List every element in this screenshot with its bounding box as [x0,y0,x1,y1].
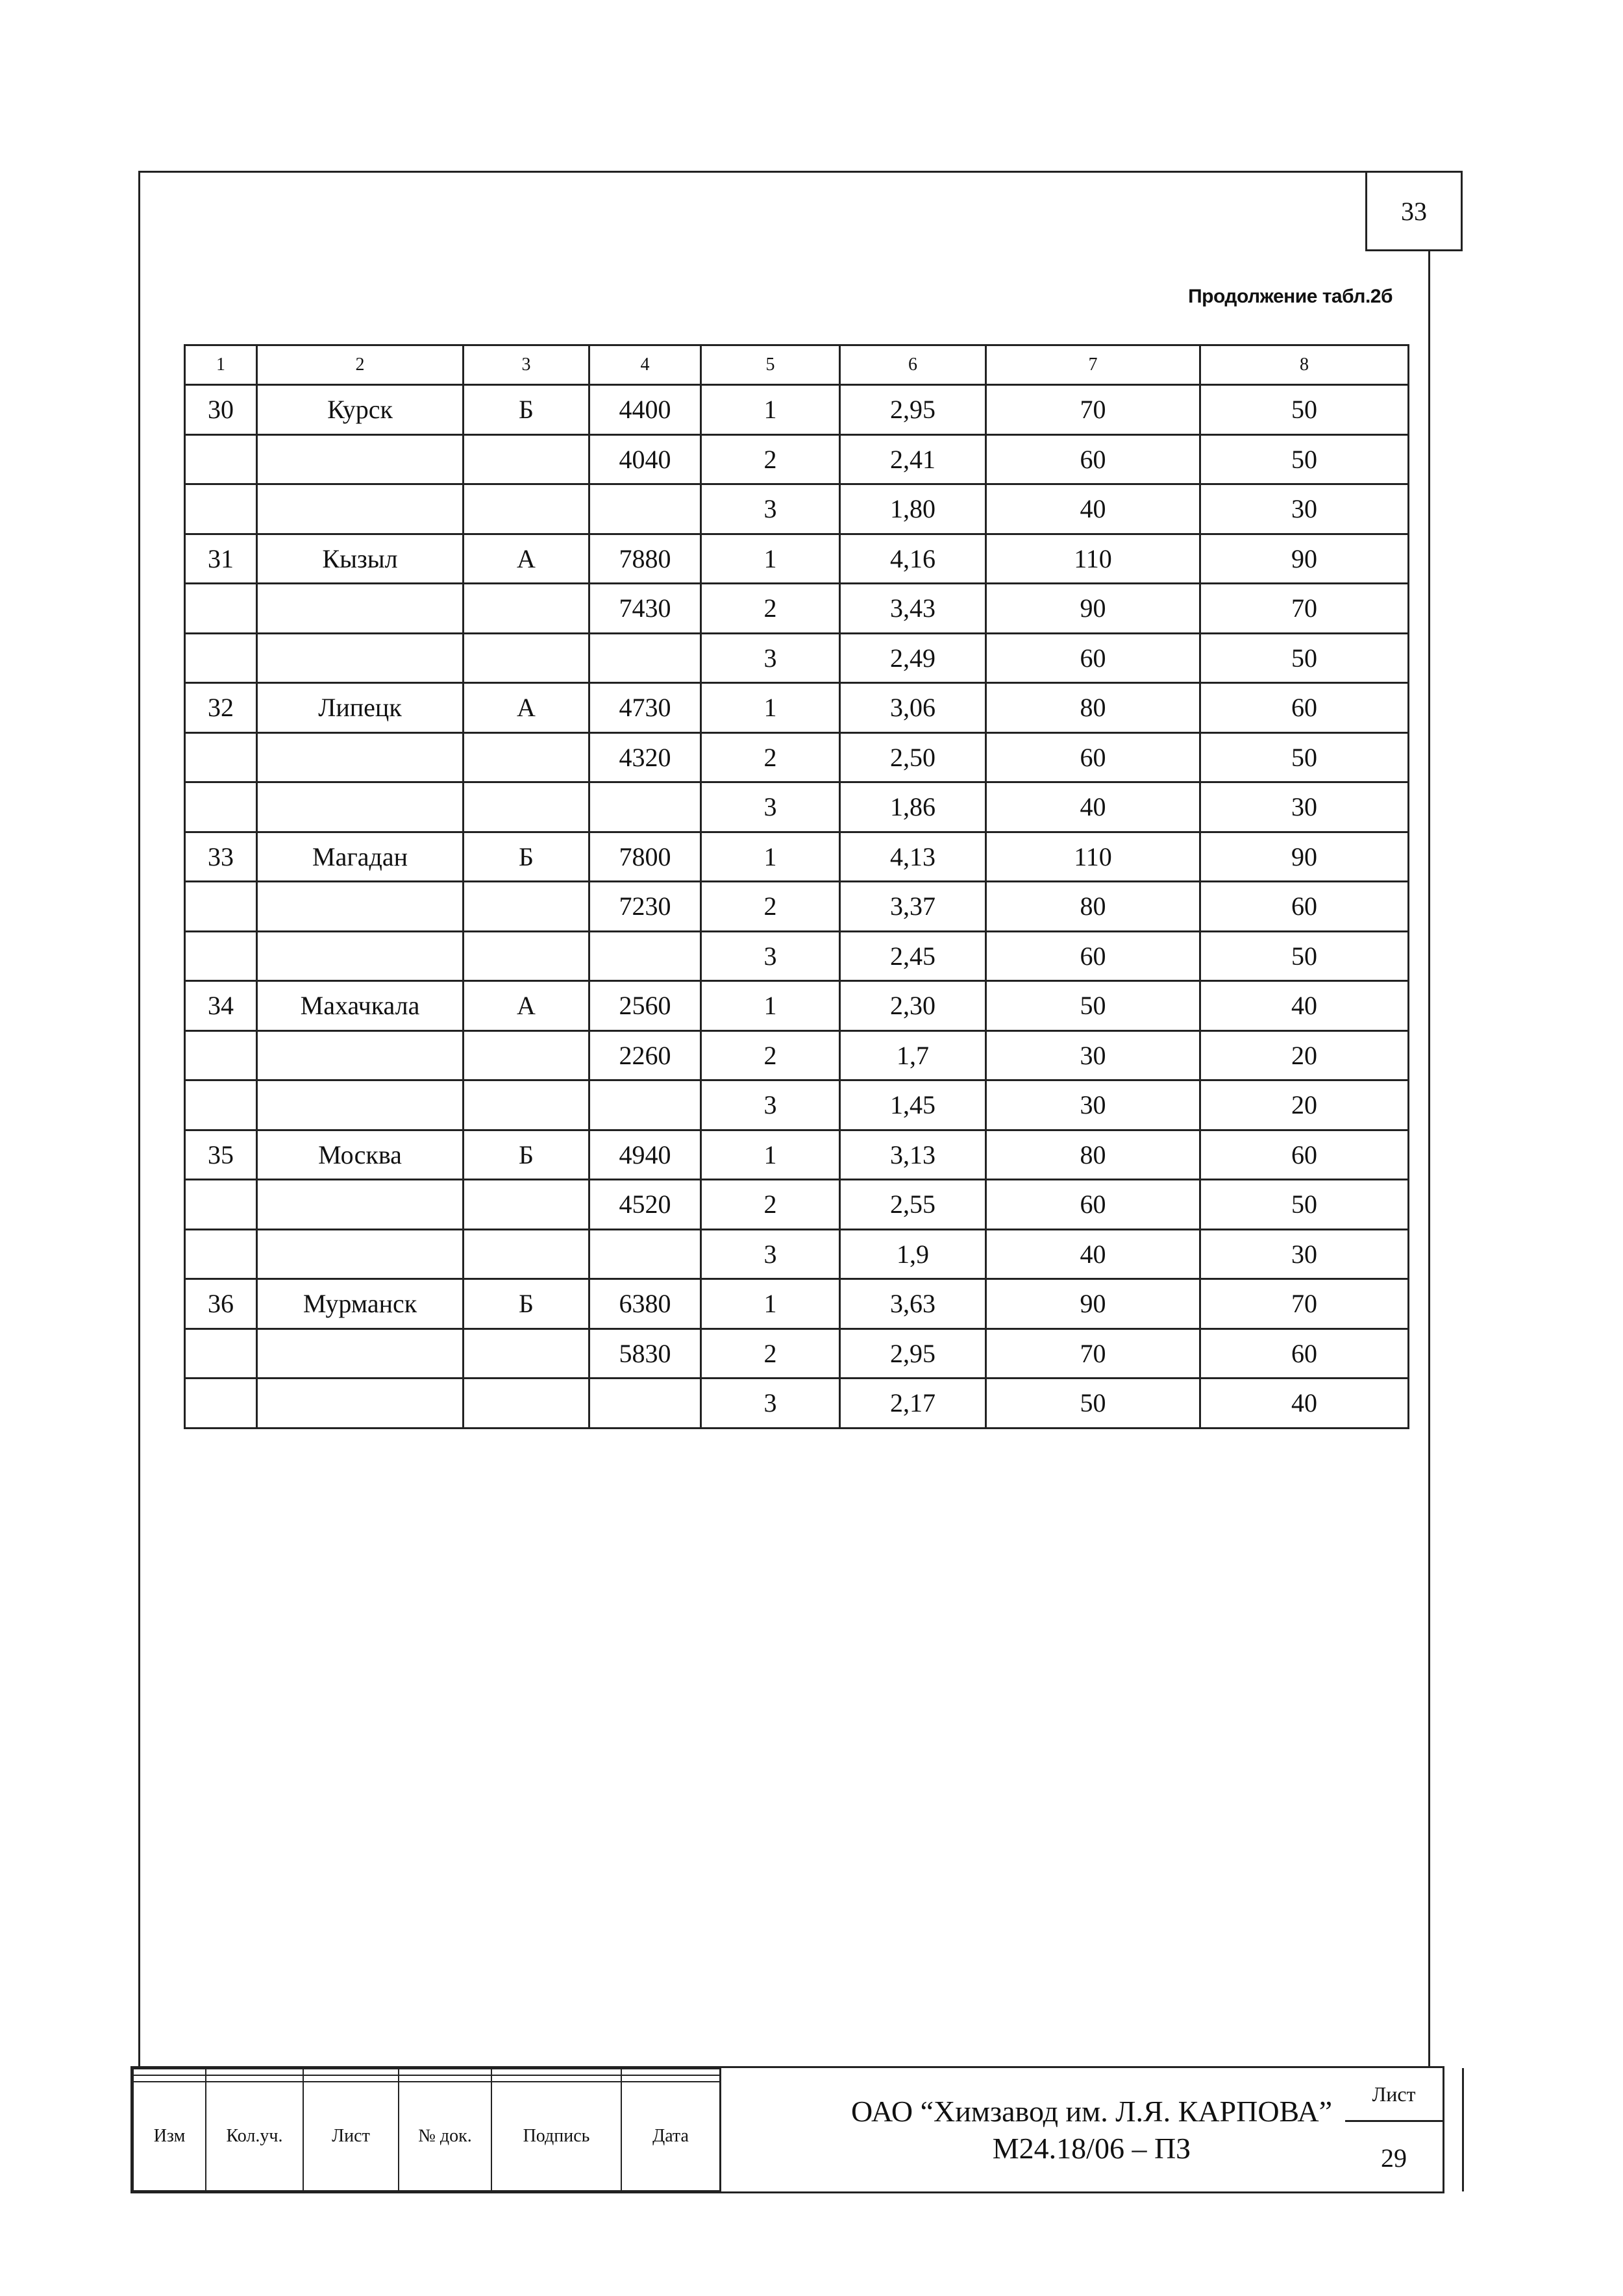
table-cell: 3 [701,1080,840,1130]
table-row [185,1030,1409,1080]
table-cell [185,1180,257,1230]
table-header-row [185,345,1409,385]
table-cell: 1,9 [840,1229,986,1279]
table-cell: 3,06 [840,683,986,733]
label-izm: Изм [133,2082,206,2191]
table-cell: 5830 [589,1329,701,1379]
table-cell: 2,45 [840,931,986,981]
table-row [185,584,1409,634]
table-cell: Б [464,1279,589,1329]
column-number: 2 [257,345,464,385]
table-cell: Б [464,832,589,882]
page-number: 33 [1401,196,1427,226]
table-cell: 110 [986,534,1200,584]
table-row [185,633,1409,683]
table-cell [185,1379,257,1429]
table-cell [464,882,589,932]
table-cell: 70 [986,1329,1200,1379]
table-cell: 2 [701,1030,840,1080]
table-cell: 60 [986,931,1200,981]
table-row [185,1329,1409,1379]
table-row [185,882,1409,932]
table-cell: 2 [701,1329,840,1379]
table-cell [257,1379,464,1429]
table-cell: 3 [701,484,840,534]
table-cell: 2,50 [840,732,986,782]
table-cell: 34 [185,981,257,1031]
table-row [185,1130,1409,1180]
table-cell [257,732,464,782]
table-cell: 1,45 [840,1080,986,1130]
table-cell: 3,63 [840,1279,986,1329]
table-cell [589,1229,701,1279]
table-cell: 80 [986,882,1200,932]
table-cell: 4,13 [840,832,986,882]
table-row [185,1279,1409,1329]
table-cell: 30 [986,1080,1200,1130]
label-date: Дата [621,2082,720,2191]
table-cell: 4730 [589,683,701,733]
table-cell: 1 [701,534,840,584]
page-number-box [1365,171,1463,251]
table-cell: 2 [701,1180,840,1230]
table-row [185,434,1409,484]
table-cell: 3 [701,1229,840,1279]
table-row [185,732,1409,782]
table-cell: 1 [701,1130,840,1180]
table-cell: А [464,683,589,733]
table-cell: 7430 [589,584,701,634]
table-cell: 3,43 [840,584,986,634]
table-cell: 60 [1200,1130,1409,1180]
table-cell [185,484,257,534]
table-cell: 60 [986,1180,1200,1230]
table-cell: 40 [1200,1379,1409,1429]
table-cell: 50 [986,1379,1200,1429]
table-cell: 4040 [589,434,701,484]
table-cell: Б [464,385,589,435]
table-cell: 2,55 [840,1180,986,1230]
label-doc-number: № док. [399,2082,491,2191]
label-signature: Подпись [491,2082,621,2191]
table-cell: 7230 [589,882,701,932]
table-cell: 50 [1200,1180,1409,1230]
signature-grid [132,2068,721,2191]
table-row [185,683,1409,733]
table-cell: 70 [986,385,1200,435]
table-cell: 3,13 [840,1130,986,1180]
sheet-box [1345,2068,1443,2191]
table-cell [589,633,701,683]
table-cell: 50 [1200,385,1409,435]
table-cell: 50 [1200,732,1409,782]
table-cell: 3,37 [840,882,986,932]
table-cell: 50 [1200,434,1409,484]
table-cell: 2,30 [840,981,986,1031]
table-cell [257,1229,464,1279]
table-cell: 40 [986,782,1200,832]
table-cell: 80 [986,683,1200,733]
table-cell: 7880 [589,534,701,584]
table-cell: 60 [986,633,1200,683]
table-cell [185,1030,257,1080]
table-cell: 30 [986,1030,1200,1080]
table-cell: 36 [185,1279,257,1329]
column-number: 3 [464,345,589,385]
table-cell [589,1080,701,1130]
table-cell: 2,95 [840,1329,986,1379]
table-cell [185,1329,257,1379]
table-row [185,782,1409,832]
table-cell: 60 [986,732,1200,782]
table-cell: 30 [185,385,257,435]
table-cell [464,1379,589,1429]
table-cell: 1 [701,683,840,733]
table-cell: 1 [701,1279,840,1329]
table-cell [257,1180,464,1230]
table-row [185,1379,1409,1429]
table-cell [257,882,464,932]
table-cell: 20 [1200,1030,1409,1080]
table-cell [464,1180,589,1230]
table-cell [464,782,589,832]
table-cell: 4520 [589,1180,701,1230]
table-cell: 2,17 [840,1379,986,1429]
table-cell: 40 [986,484,1200,534]
table-cell: 2260 [589,1030,701,1080]
table-cell [257,484,464,534]
table-cell: 35 [185,1130,257,1180]
table-cell [464,1329,589,1379]
table-row [185,1229,1409,1279]
table-cell: 6380 [589,1279,701,1329]
table-cell [185,882,257,932]
table-cell [185,782,257,832]
table-cell: А [464,534,589,584]
table-cell [464,633,589,683]
table-cell: А [464,981,589,1031]
table-cell: 31 [185,534,257,584]
table-cell: 1 [701,832,840,882]
table-cell [185,732,257,782]
table-cell: 90 [1200,832,1409,882]
table-cell: 50 [986,981,1200,1031]
table-row [185,931,1409,981]
table-cell: 2560 [589,981,701,1031]
table-cell: 32 [185,683,257,733]
table-row [185,484,1409,534]
table-cell: 1 [701,981,840,1031]
table-cell: 60 [1200,683,1409,733]
table-cell: 1,86 [840,782,986,832]
organization-name: ОАО “Химзавод им. Л.Я. КАРПОВА” [851,2094,1332,2128]
table-cell [464,931,589,981]
table-cell [464,1229,589,1279]
sheet-label: Лист [1345,2068,1443,2122]
table-cell: 30 [1200,782,1409,832]
table-row [185,1180,1409,1230]
table-cell [257,782,464,832]
table-cell: 2 [701,434,840,484]
table-cell: 2 [701,584,840,634]
label-kol-uch: Кол.уч. [206,2082,303,2191]
table-cell: 90 [1200,534,1409,584]
table-cell: 2 [701,732,840,782]
table-cell: 2,49 [840,633,986,683]
table-row [185,385,1409,435]
table-cell: 33 [185,832,257,882]
table-cell: 3 [701,1379,840,1429]
table-cell: Липецк [257,683,464,733]
table-cell: 3 [701,931,840,981]
table-cell: Магадан [257,832,464,882]
column-number: 4 [589,345,701,385]
table-cell [464,1080,589,1130]
table-cell [185,633,257,683]
table-cell [185,434,257,484]
table-row [185,981,1409,1031]
table-cell [464,584,589,634]
table-cell: 2,95 [840,385,986,435]
table-cell: 4400 [589,385,701,435]
table-cell: 2,41 [840,434,986,484]
table-cell [257,1329,464,1379]
table-cell [589,484,701,534]
title-block [130,2066,1444,2193]
table-cell: 50 [1200,931,1409,981]
document-code: М24.18/06 – ПЗ [992,2132,1191,2165]
table-cell: 4940 [589,1130,701,1180]
table-cell: Мурманск [257,1279,464,1329]
table-cell [464,1030,589,1080]
table-cell: 50 [1200,633,1409,683]
table-cell [589,782,701,832]
table-cell [257,633,464,683]
table-cell [257,1080,464,1130]
table-cell: 40 [1200,981,1409,1031]
table-cell: 110 [986,832,1200,882]
table-cell: 4320 [589,732,701,782]
table-cell [185,584,257,634]
table-cell: 2 [701,882,840,932]
table-cell: Москва [257,1130,464,1180]
table-caption: Продолжение табл.2б [1188,286,1393,307]
table-cell: 60 [986,434,1200,484]
table-row [185,534,1409,584]
table-cell: 90 [986,1279,1200,1329]
column-number: 1 [185,345,257,385]
table-cell: Курск [257,385,464,435]
table-cell [257,434,464,484]
table-cell: 70 [1200,1279,1409,1329]
sheet-number: 29 [1381,2143,1407,2173]
table-cell: 60 [1200,882,1409,932]
table-cell: 20 [1200,1080,1409,1130]
table-cell: 1 [701,385,840,435]
table-cell [185,931,257,981]
table-cell: 60 [1200,1329,1409,1379]
column-number: 7 [986,345,1200,385]
table-cell: 80 [986,1130,1200,1180]
table-cell [257,1030,464,1080]
table-cell: 30 [1200,484,1409,534]
table-cell [185,1080,257,1130]
label-list: Лист [303,2082,399,2191]
table-cell: Б [464,1130,589,1180]
table-cell: 7800 [589,832,701,882]
table-cell: 4,16 [840,534,986,584]
table-cell: 30 [1200,1229,1409,1279]
table-row [185,832,1409,882]
table-cell [464,732,589,782]
table-cell [464,484,589,534]
column-number: 6 [840,345,986,385]
table-cell [589,1379,701,1429]
table-cell: 1,80 [840,484,986,534]
data-table [184,344,1409,1429]
table-row [185,1080,1409,1130]
table-cell: Махачкала [257,981,464,1031]
table-cell [185,1229,257,1279]
table-cell [257,931,464,981]
column-number: 5 [701,345,840,385]
table-cell [589,931,701,981]
table-cell: 90 [986,584,1200,634]
table-cell: 3 [701,782,840,832]
table-cell: 70 [1200,584,1409,634]
column-number: 8 [1200,345,1409,385]
table-cell: 3 [701,633,840,683]
table-cell [464,434,589,484]
table-cell [257,584,464,634]
table-cell: Кызыл [257,534,464,584]
table-cell: 40 [986,1229,1200,1279]
table-cell: 1,7 [840,1030,986,1080]
